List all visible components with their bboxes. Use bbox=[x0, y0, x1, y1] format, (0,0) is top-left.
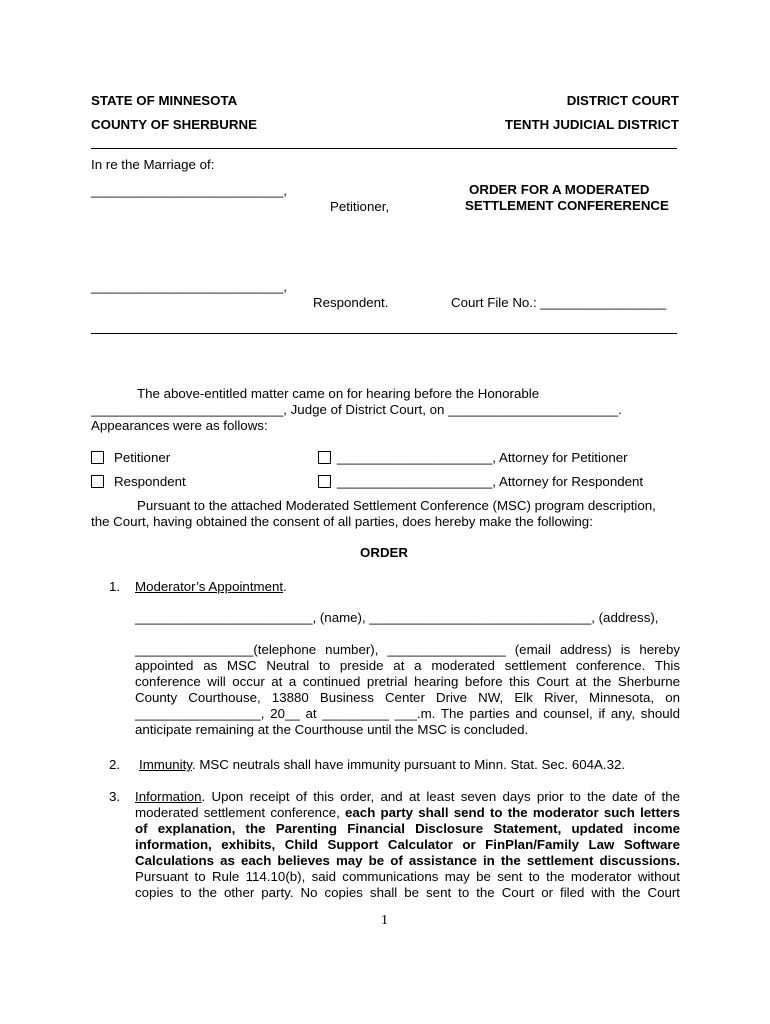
attorney-respondent-checkbox[interactable] bbox=[318, 475, 331, 488]
respondent-checkbox[interactable] bbox=[91, 475, 104, 488]
district-heading: TENTH JUDICIAL DISTRICT bbox=[504, 117, 679, 132]
item-3-body bbox=[135, 789, 680, 901]
petitioner-checkbox[interactable] bbox=[91, 451, 104, 464]
header-divider bbox=[91, 148, 677, 149]
item-2-number: 2. bbox=[109, 757, 121, 772]
item-2-text bbox=[139, 757, 625, 773]
petitioner-name-blank: __________________________, bbox=[91, 183, 287, 198]
item-1-line: anticipate remaining at the Courthouse until the MSC is concluded. bbox=[135, 722, 529, 737]
item-3-bold-line: information, exhibits, Child Support Calculator or FinPlan/Family Law Software bbox=[135, 837, 680, 852]
attorney-petitioner-checkbox[interactable] bbox=[318, 451, 331, 464]
item-1-heading bbox=[135, 579, 287, 595]
caption-divider bbox=[91, 333, 677, 334]
respondent-appearance-label: Respondent bbox=[114, 474, 186, 489]
order-heading: ORDER bbox=[360, 545, 409, 560]
intro-line-1: The above-entitled matter came on for hearing before the Honorable bbox=[137, 386, 540, 401]
item-1-number: 1. bbox=[109, 579, 121, 594]
appearances-label: Appearances were as follows: bbox=[91, 418, 268, 433]
pursuant-line-1: Pursuant to the attached Moderated Settlement Conference (MSC) program description, bbox=[137, 498, 656, 513]
item-3-line: Pursuant to Rule 114.10(b), said communications may be sent to the moderator without bbox=[135, 869, 680, 884]
court-file-number: Court File No.: _________________ bbox=[451, 295, 667, 310]
county-heading: COUNTY OF SHERBURNE bbox=[91, 117, 257, 132]
item-1-line: County Courthouse, 13880 Business Center Drive NW, Elk River, Minnesota, on bbox=[135, 690, 680, 705]
order-title-line1: ORDER FOR A MODERATED bbox=[469, 182, 650, 197]
item-3-line: copies to the other party. No copies shall be sent to the Court or filed with the Court bbox=[135, 885, 680, 900]
respondent-name-blank: __________________________, bbox=[91, 279, 287, 294]
item-3-line bbox=[135, 805, 680, 821]
item-1-title-end: . bbox=[283, 579, 287, 594]
attorney-petitioner-label: _____________________, Attorney for Petitioner bbox=[337, 450, 628, 465]
item-1-line: ________________(telephone number), ________________ (email address) is hereby bbox=[135, 642, 680, 657]
attorney-respondent-label: _____________________, Attorney for Respondent bbox=[337, 474, 644, 489]
item-1-line: conference will occur at a continued pretrial hearing before this Court at the Sherburne bbox=[135, 674, 680, 689]
item-2-body: . MSC neutrals shall have immunity pursuant to Minn. Stat. Sec. 604A.32. bbox=[191, 757, 626, 772]
item-1-body bbox=[135, 642, 680, 738]
item-1-line: appointed as MSC Neutral to preside at a moderated settlement conference. This bbox=[135, 658, 680, 673]
pursuant-line-2: the Court, having obtained the consent of all parties, does hereby make the following: bbox=[91, 514, 593, 529]
item-3-number: 3. bbox=[109, 789, 121, 804]
item-2-title: Immunity bbox=[139, 757, 192, 772]
in-re-label: In re the Marriage of: bbox=[91, 157, 215, 172]
item-1-line: _________________, 20__ at _________ ___.m. The parties and counsel, if any, should bbox=[135, 706, 680, 721]
item-3-line bbox=[135, 789, 680, 805]
item-3-lead: . Upon receipt of this order, and at least seven days prior to the date of the bbox=[201, 789, 680, 804]
respondent-label: Respondent. bbox=[313, 295, 389, 310]
court-heading: DISTRICT COURT bbox=[566, 93, 679, 108]
item-3-title: Information bbox=[135, 789, 202, 804]
state-heading: STATE OF MINNESOTA bbox=[91, 93, 238, 108]
petitioner-label: Petitioner, bbox=[330, 199, 390, 214]
item-3-line2-normal: moderated settlement conference, bbox=[135, 805, 346, 820]
item-3-line2-bold: each party shall send to the moderator such letters bbox=[345, 805, 680, 820]
item-3-bold-line: Calculations as each believes may be of assistance in the settlement discussions. bbox=[135, 853, 680, 868]
intro-line-2: __________________________, Judge of District Court, on _______________________. bbox=[91, 402, 622, 417]
order-title-line2: SETTLEMENT CONFERERENCE bbox=[465, 198, 669, 213]
item-1-title: Moderator’s Appointment bbox=[135, 579, 284, 594]
item-3-bold-line: of explanation, the Parenting Financial Disclosure Statement, updated income bbox=[135, 821, 680, 836]
page-number: 1 bbox=[381, 913, 388, 928]
petitioner-appearance-label: Petitioner bbox=[114, 450, 171, 465]
item-1-name-address-blanks: ________________________, (name), ______________________________, (address), bbox=[135, 610, 659, 625]
